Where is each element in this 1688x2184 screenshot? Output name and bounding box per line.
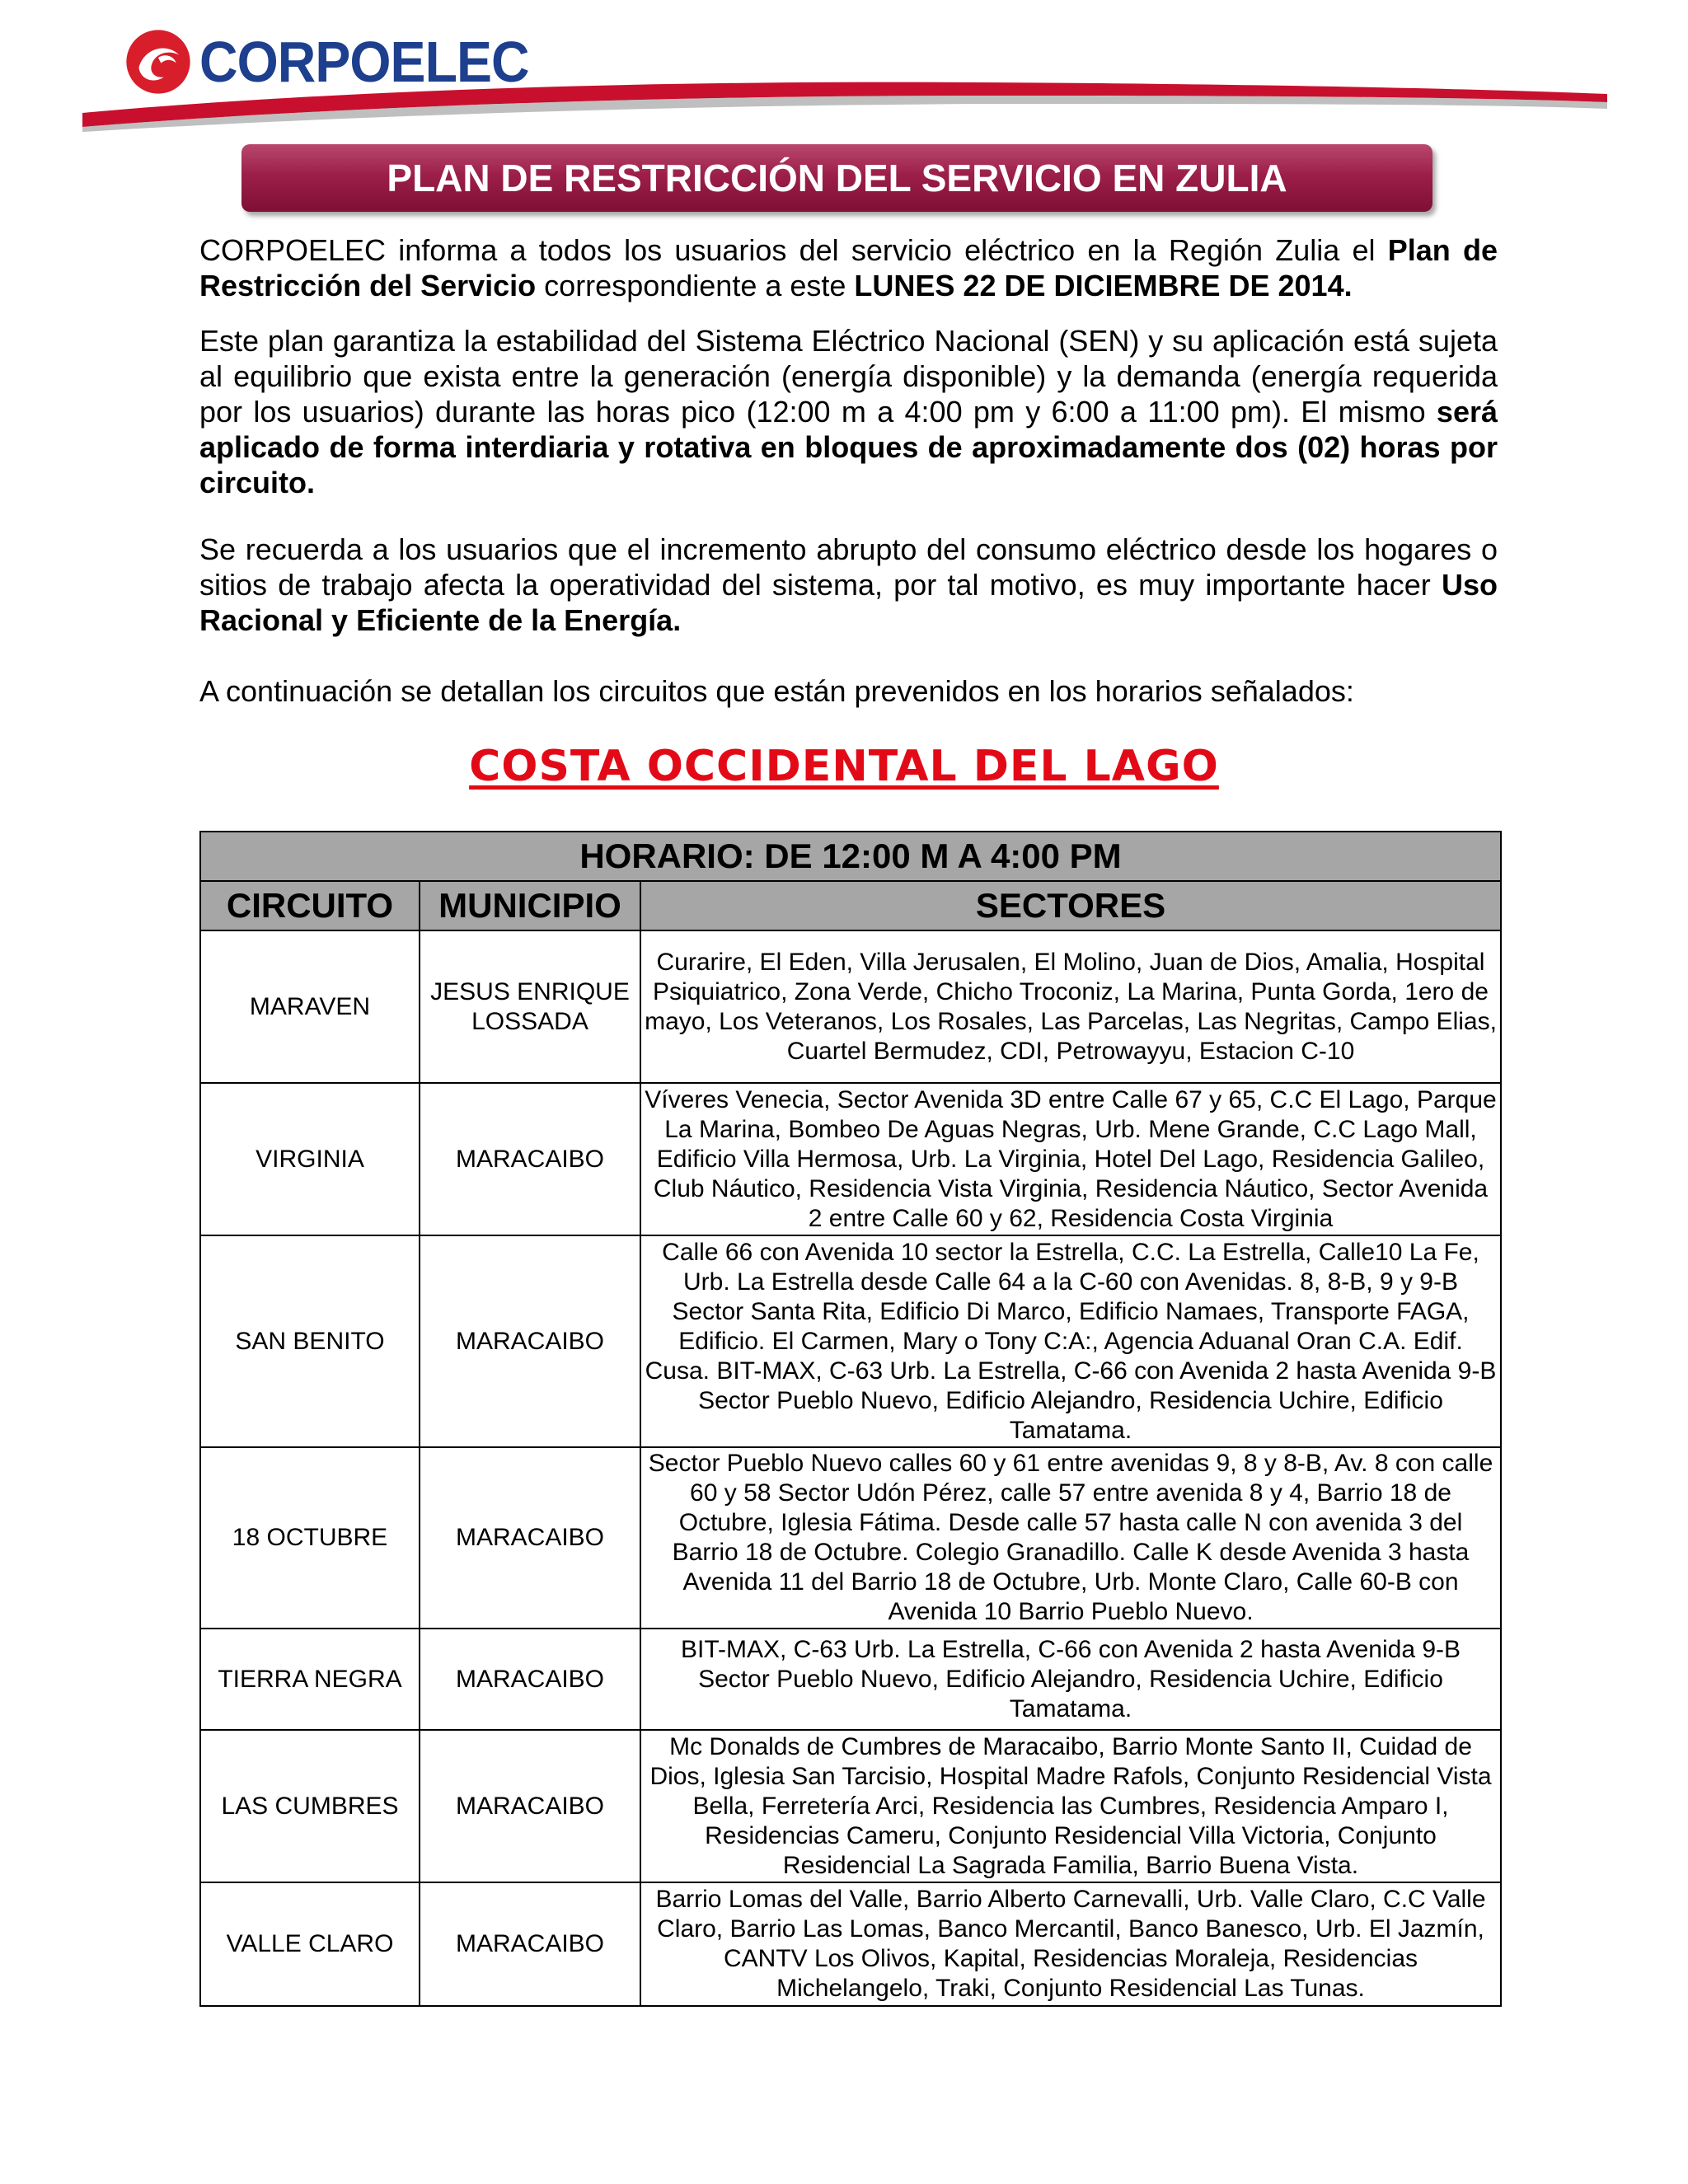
intro-paragraph-3: [199, 532, 1498, 638]
sectors-cell: Curarire, El Eden, Villa Jerusalen, El Molino, Juan de Dios, Amalia, Hospital Psiquiatrico, Zona Verde, Chicho Troconiz, La Marina, Punta Gorda, 1ero de mayo, Los Veteranos, Los Rosales, Las Parcelas, Las Negritas, Campo Elias, Cuartel Bermudez, CDI, Petrowayyu, Estacion C-10: [640, 930, 1501, 1083]
sectors-cell: BIT-MAX, C-63 Urb. La Estrella, C-66 con Avenida 2 hasta Avenida 9-B Sector Pueblo Nuevo, Edificio Alejandro, Residencia Uchire, Edificio Tamatama.: [640, 1629, 1501, 1730]
intro-paragraph-4: A continuación se detallan los circuitos que están prevenidos en los horarios señalados:: [199, 674, 1354, 708]
table-row: [200, 1882, 1501, 2006]
sectors-cell: Víveres Venecia, Sector Avenida 3D entre Calle 67 y 65, C.C El Lago, Parque La Marina, Bombeo De Aguas Negras, Urb. Mene Grande, C.C Lago Mall, Edificio Villa Hermosa, Urb. La Virginia, Hotel Del Lago, Residencia Galileo, Club Náutico, Residencia Vista Virginia, Residencia Náutico, Sector Avenida 2 entre Calle 60 y 62, Residencia Costa Virginia: [640, 1083, 1501, 1235]
circuit-cell: SAN BENITO: [200, 1235, 420, 1447]
schedule-heading: HORARIO: DE 12:00 M A 4:00 PM: [200, 832, 1501, 881]
municipality-cell: MARACAIBO: [420, 1083, 640, 1235]
title-banner: [241, 144, 1432, 212]
p3-bold: Uso Racional y Eficiente de la Energía.: [199, 568, 1498, 637]
municipality-cell: MARACAIBO: [420, 1629, 640, 1730]
circuit-cell: LAS CUMBRES: [200, 1730, 420, 1882]
circuit-cell: VALLE CLARO: [200, 1882, 420, 2006]
municipality-cell: MARACAIBO: [420, 1882, 640, 2006]
municipality-cell: MARACAIBO: [420, 1235, 640, 1447]
p1-text: CORPOELEC informa a todos los usuarios del servicio eléctrico en la Región Zulia el: [199, 233, 1388, 267]
p3-text: Se recuerda a los usuarios que el incremento abrupto del consumo eléctrico desde los hogares o sitios de trabajo afecta la operatividad del sistema, por tal motivo, es muy importante hacer: [199, 532, 1498, 602]
table-row: [200, 1083, 1501, 1235]
circuit-cell: VIRGINIA: [200, 1083, 420, 1235]
p2-bold: será aplicado de forma interdiaria y rotativa en bloques de aproximadamente dos (02) horas por circuito.: [199, 395, 1498, 499]
column-header-sectors: SECTORES: [640, 881, 1501, 930]
circuit-cell: MARAVEN: [200, 930, 420, 1083]
table-row: [200, 930, 1501, 1083]
table-row: [200, 1447, 1501, 1629]
p1-text-2: correspondiente a este: [536, 269, 855, 302]
intro-paragraph-2: [199, 323, 1498, 500]
header-swoosh: [78, 76, 1611, 134]
sectors-cell: Sector Pueblo Nuevo calles 60 y 61 entre avenidas 9, 8 y 8-B, Av. 8 con calle 60 y 58 Sector Udón Pérez, calle 57 entre avenida 8 y 4, Barrio 18 de Octubre, Iglesia Fátima. Desde calle 57 hasta calle N con avenida 3 del Barrio 18 de Octubre. Colegio Granadillo. Calle K desde Avenida 3 hasta Avenida 11 del Barrio 18 de Octubre, Urb. Monte Claro, Calle 60-B con Avenida 10 Barrio Pueblo Nuevo.: [640, 1447, 1501, 1629]
municipality-cell: MARACAIBO: [420, 1730, 640, 1882]
column-header-circuit: CIRCUITO: [200, 881, 420, 930]
intro-paragraph-1: [199, 232, 1498, 303]
table-row: [200, 1730, 1501, 1882]
schedule-header-row: [200, 832, 1501, 881]
municipality-cell: MARACAIBO: [420, 1447, 640, 1629]
page-title: PLAN DE RESTRICCIÓN DEL SERVICIO EN ZULIA: [387, 157, 1287, 199]
schedule-table: [199, 831, 1502, 2007]
brand-name: CORPOELEC: [199, 30, 529, 94]
municipality-cell: JESUS ENRIQUE LOSSADA: [420, 930, 640, 1083]
column-header-municipality: MUNICIPIO: [420, 881, 640, 930]
p1-bold-date: LUNES 22 DE DICIEMBRE DE 2014.: [854, 269, 1353, 302]
column-header-row: [200, 881, 1501, 930]
region-title: COSTA OCCIDENTAL DEL LAGO: [469, 742, 1219, 791]
sectors-cell: Mc Donalds de Cumbres de Maracaibo, Barrio Monte Santo II, Cuidad de Dios, Iglesia San Tarcisio, Hospital Madre Rafols, Conjunto Residencial Vista Bella, Ferretería Arci, Residencia las Cumbres, Residencia Amparo I, Residencias Cameru, Conjunto Residencial Villa Victoria, Conjunto Residencial La Sagrada Familia, Barrio Buena Vista.: [640, 1730, 1501, 1882]
sectors-cell: Calle 66 con Avenida 10 sector la Estrella, C.C. La Estrella, Calle10 La Fe, Urb. La Estrella desde Calle 64 a la C-60 con Avenidas. 8, 8-B, 9 y 9-B Sector Santa Rita, Edificio Di Marco, Edificio Namaes, Transporte FAGA, Edificio. El Carmen, Mary o Tony C:A:, Agencia Aduanal Oran C.A. Edif. Cusa. BIT-MAX, C-63 Urb. La Estrella, C-66 con Avenida 2 hasta Avenida 9-B Sector Pueblo Nuevo, Edificio Alejandro, Residencia Uchire, Edificio Tamatama.: [640, 1235, 1501, 1447]
p2-text: Este plan garantiza la estabilidad del Sistema Eléctrico Nacional (SEN) y su aplicación está sujeta al equilibrio que exista entre la generación (energía disponible) y la demanda (energía requerida por los usuarios) durante las horas pico (12:00 m a 4:00 pm y 6:00 a 11:00 pm). El mismo: [199, 324, 1498, 429]
sectors-cell: Barrio Lomas del Valle, Barrio Alberto Carnevalli, Urb. Valle Claro, C.C Valle Claro, Barrio Las Lomas, Banco Mercantil, Banco Banesco, Urb. El Jazmín, CANTV Los Olivos, Kapital, Residencias Moraleja, Residencias Michelangelo, Traki, Conjunto Residencial Las Tunas.: [640, 1882, 1501, 2006]
circuit-cell: TIERRA NEGRA: [200, 1629, 420, 1730]
p1-bold-plan: Plan de Restricción del Servicio: [199, 233, 1498, 302]
table-row: [200, 1629, 1501, 1730]
table-row: [200, 1235, 1501, 1447]
circuit-cell: 18 OCTUBRE: [200, 1447, 420, 1629]
